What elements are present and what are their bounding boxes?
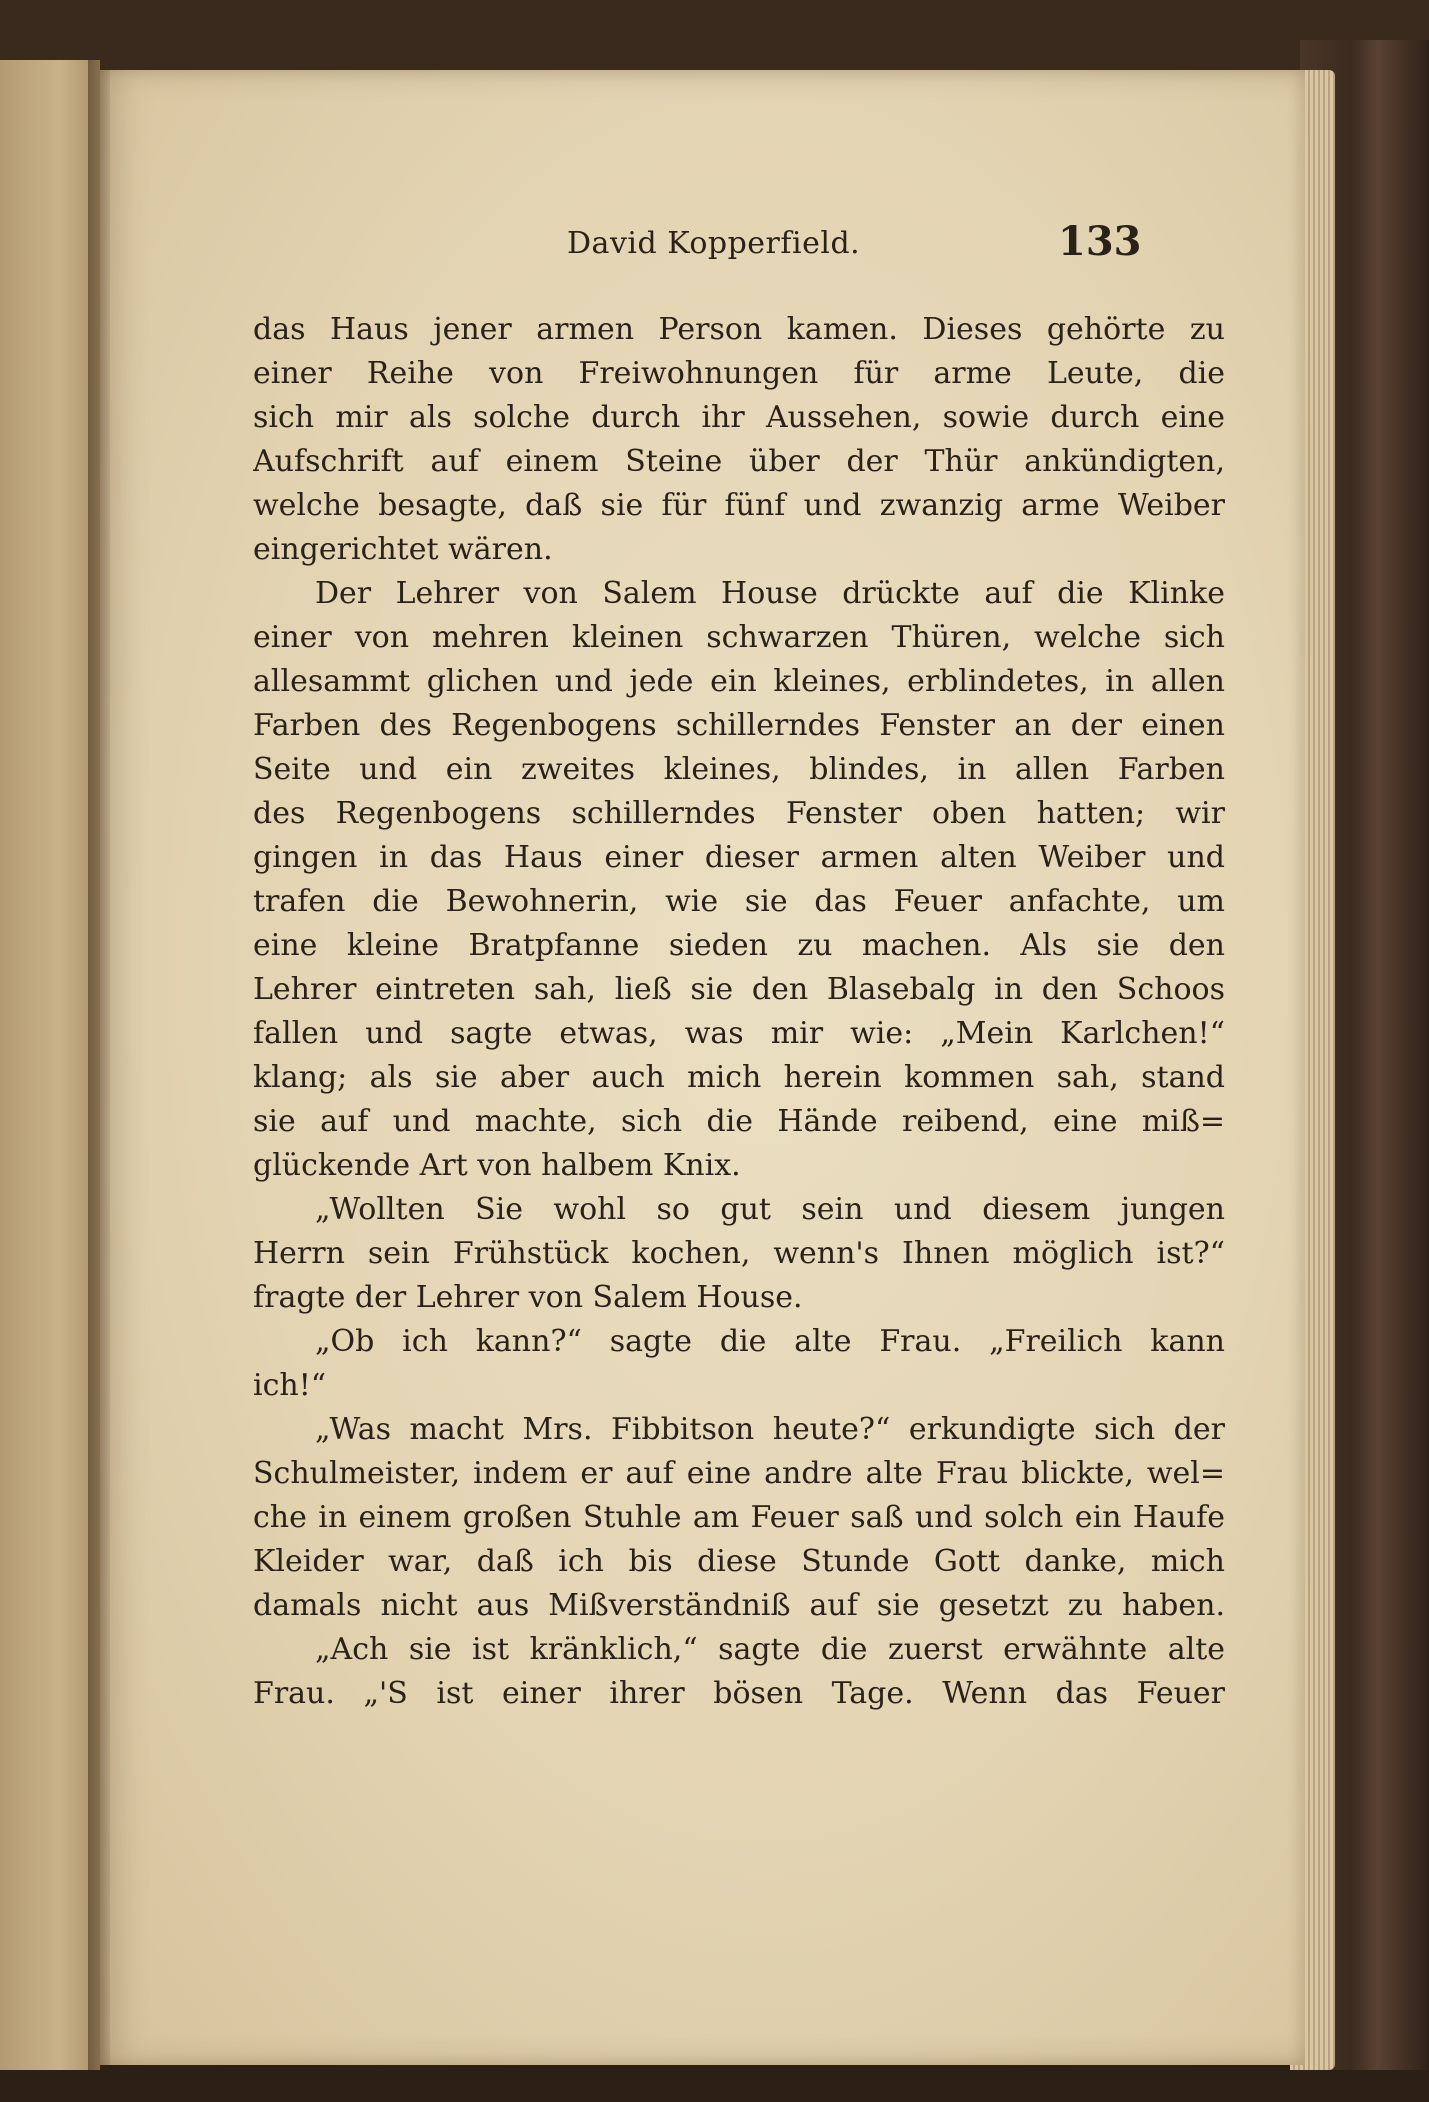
- text-line: sich mir als solche durch ihr Aussehen, sowie durch eine: [253, 400, 1225, 435]
- text-line: fragte der Lehrer von Salem House.: [253, 1280, 803, 1315]
- text-line: damals nicht aus Mißverständniß auf sie gesetzt zu haben.: [253, 1588, 1225, 1623]
- text-line: „Ach sie ist kränklich,“ sagte die zuerst erwähnte alte: [315, 1632, 1225, 1667]
- text-line: fallen und sagte etwas, was mir wie: „Mein Karlchen!“: [253, 1016, 1225, 1051]
- text-line: Lehrer eintreten sah, ließ sie den Blasebalg in den Schoos: [253, 972, 1225, 1007]
- text-line: eine kleine Bratpfanne sieden zu machen. Als sie den: [253, 928, 1225, 963]
- text-line: Der Lehrer von Salem House drückte auf die Klinke: [315, 576, 1225, 611]
- body-text: [253, 308, 1225, 1716]
- text-line: Seite und ein zweites kleines, blindes, in allen Farben: [253, 752, 1225, 787]
- book-page: [100, 70, 1305, 2065]
- text-line: einer Reihe von Freiwohnungen für arme Leute, die: [253, 356, 1225, 391]
- text-line: allesammt glichen und jede ein kleines, erblindetes, in allen: [253, 664, 1225, 699]
- text-line: sie auf und machte, sich die Hände reibend, eine miß=: [253, 1104, 1225, 1139]
- text-line: „Ob ich kann?“ sagte die alte Frau. „Freilich kann: [315, 1324, 1225, 1359]
- text-line: des Regenbogens schillerndes Fenster oben hatten; wir: [253, 796, 1225, 831]
- page-number: 133: [1058, 218, 1142, 265]
- text-line: Farben des Regenbogens schillerndes Fenster an der einen: [253, 708, 1225, 743]
- text-line: trafen die Bewohnerin, wie sie das Feuer anfachte, um: [253, 884, 1225, 919]
- text-line: das Haus jener armen Person kamen. Dieses gehörte zu: [253, 312, 1225, 347]
- text-line: Herrn sein Frühstück kochen, wenn's Ihnen möglich ist?“: [253, 1236, 1225, 1271]
- text-line: einer von mehren kleinen schwarzen Thüren, welche sich: [253, 620, 1225, 655]
- text-line: glückende Art von halbem Knix.: [253, 1148, 741, 1183]
- text-line: Schulmeister, indem er auf eine andre alte Frau blickte, wel=: [253, 1456, 1225, 1491]
- page-gutter: [88, 60, 110, 2070]
- text-line: „Was macht Mrs. Fibbitson heute?“ erkundigte sich der: [315, 1412, 1225, 1447]
- text-line: ich!“: [253, 1368, 327, 1403]
- text-line: che in einem großen Stuhle am Feuer saß und solch ein Haufe: [253, 1500, 1225, 1535]
- text-line: klang; als sie aber auch mich herein kommen sah, stand: [253, 1060, 1225, 1095]
- text-line: Aufschrift auf einem Steine über der Thür ankündigten,: [253, 444, 1225, 479]
- text-line: gingen in das Haus einer dieser armen alten Weiber und: [253, 840, 1225, 875]
- text-line: welche besagte, daß sie für fünf und zwanzig arme Weiber: [253, 488, 1225, 523]
- text-line: eingerichtet wären.: [253, 532, 553, 567]
- text-line: „Wollten Sie wohl so gut sein und diesem jungen: [315, 1192, 1225, 1227]
- left-page-edge: [0, 60, 100, 2070]
- running-head: [100, 218, 1305, 286]
- text-line: Kleider war, daß ich bis diese Stunde Gott danke, mich: [253, 1544, 1225, 1579]
- running-head-title: David Kopperfield.: [567, 226, 861, 261]
- text-line: Frau. „'S ist einer ihrer bösen Tage. Wenn das Feuer: [253, 1676, 1225, 1711]
